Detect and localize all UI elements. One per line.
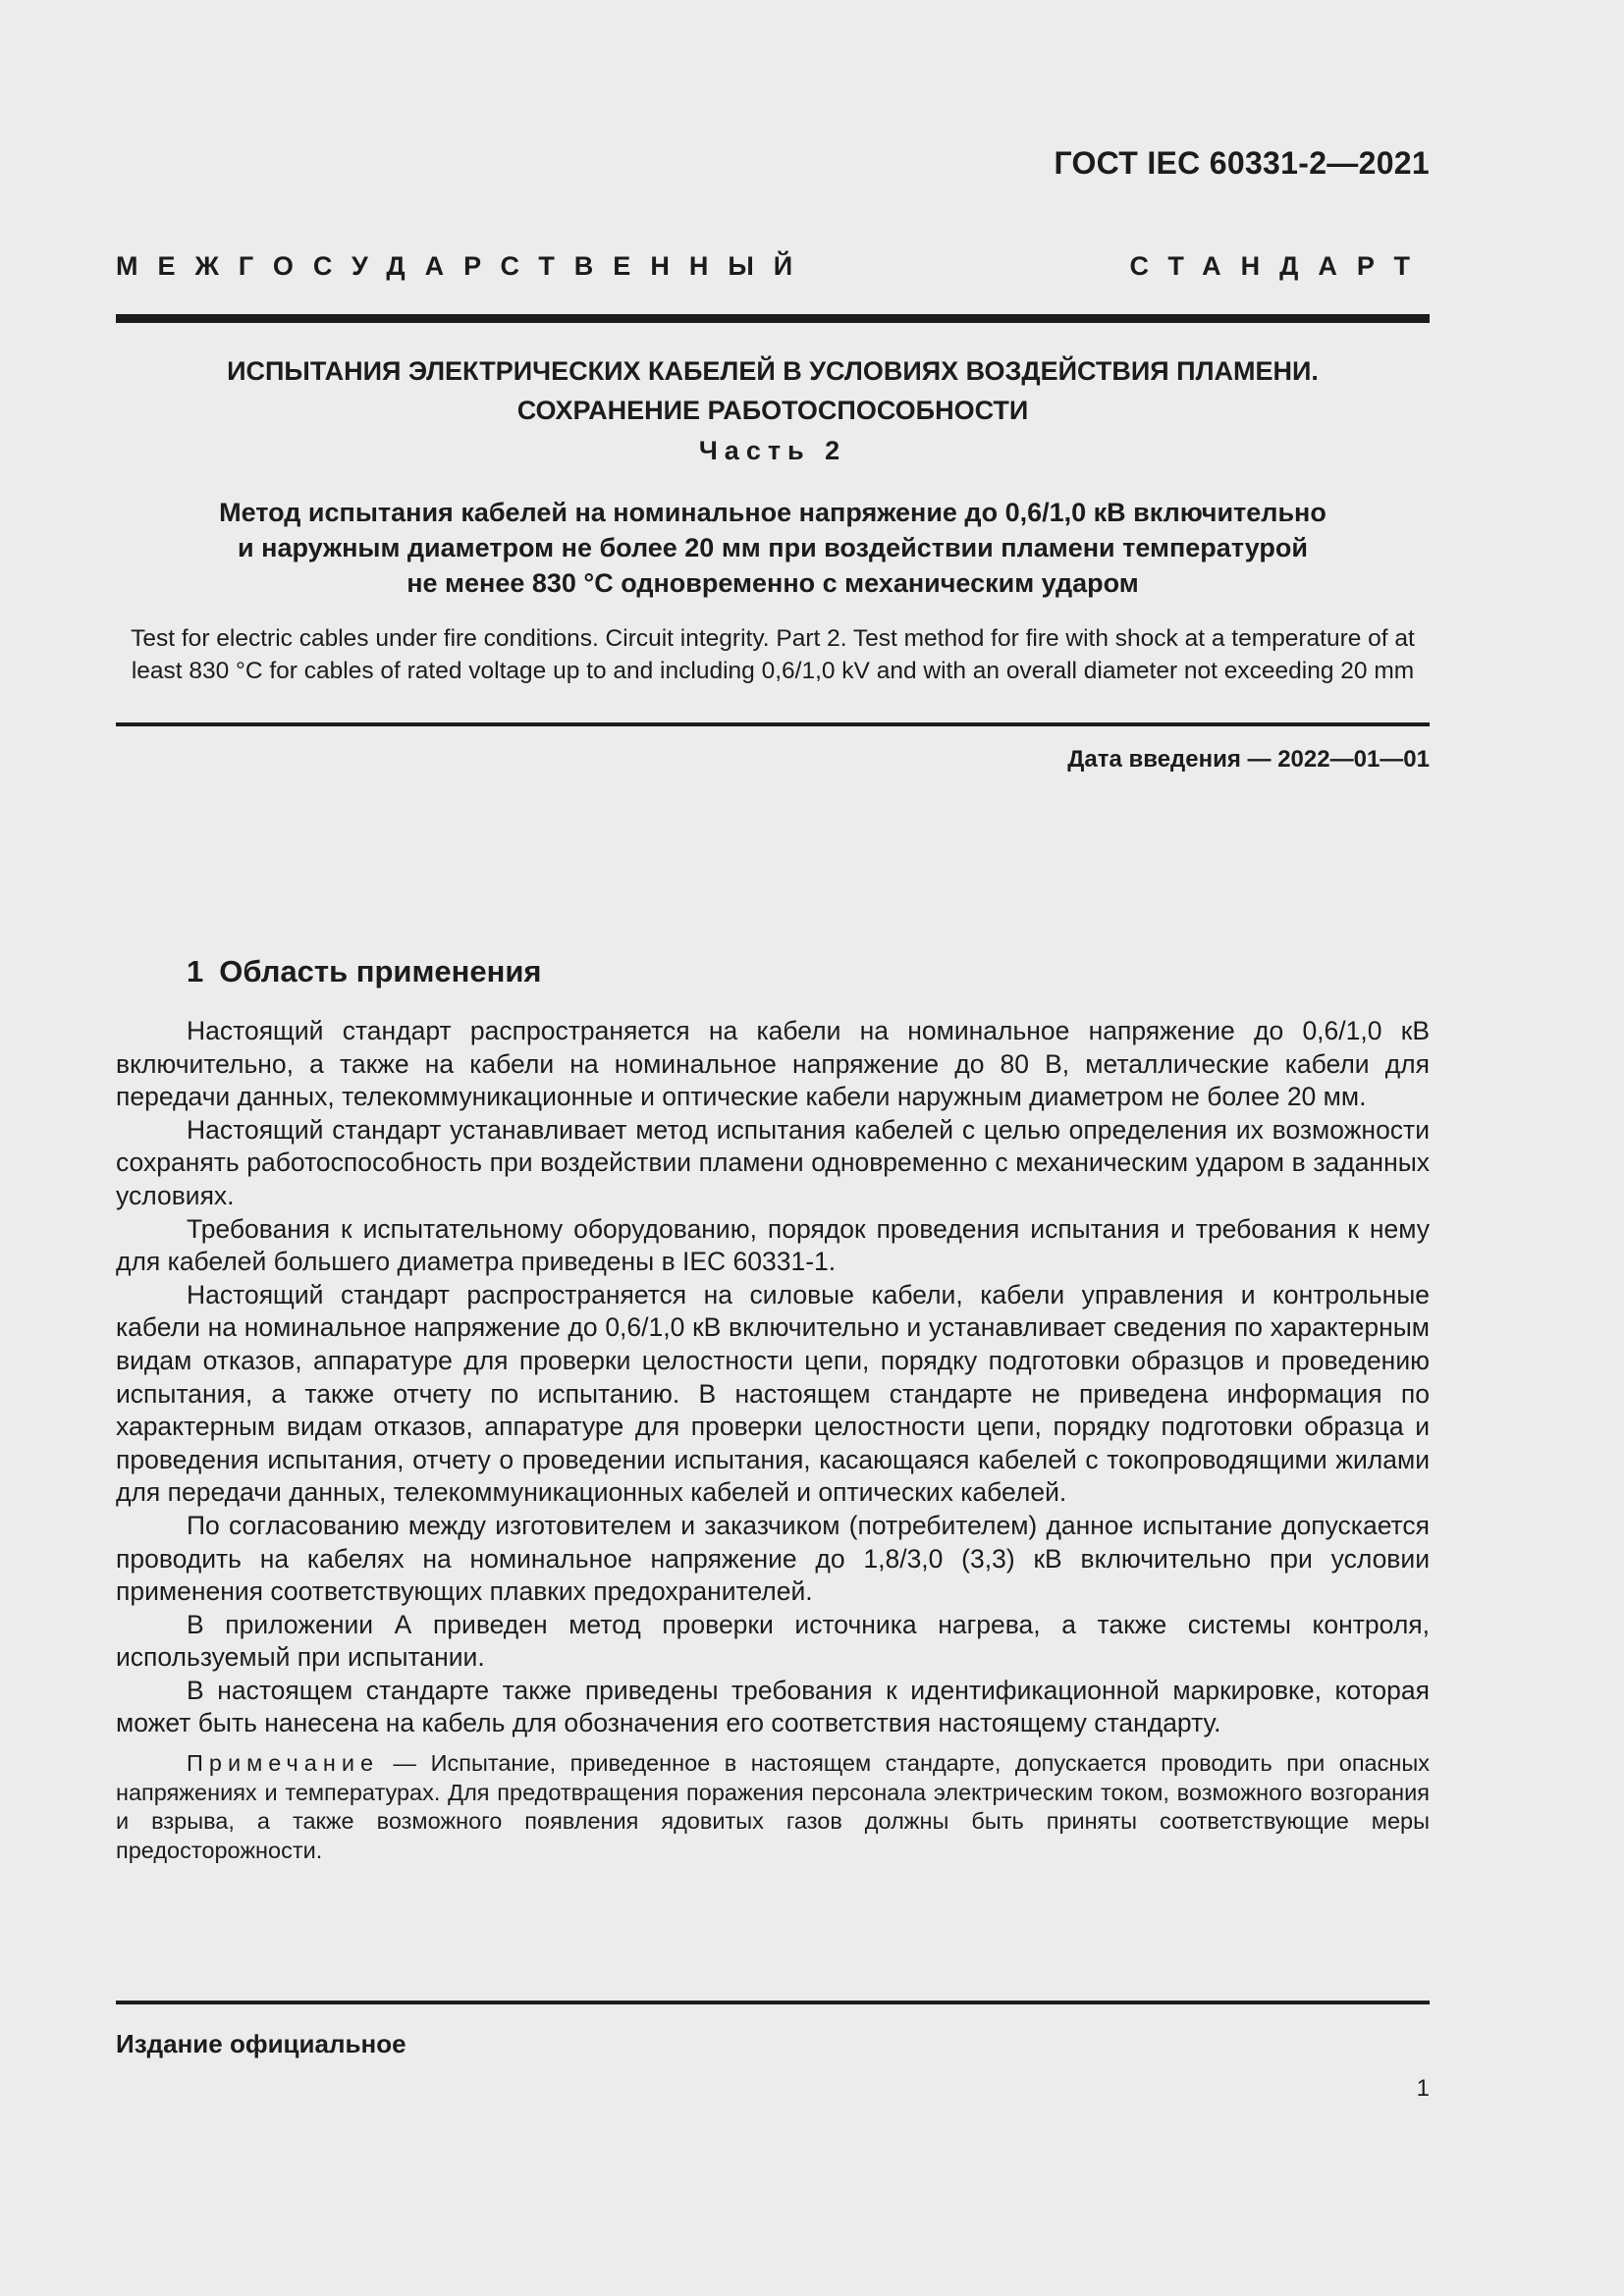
note — [116, 1749, 1430, 1865]
subtitle-line-3: не менее 830 °С одновременно с механическим ударом — [406, 568, 1139, 598]
note-label: Примечание — [187, 1750, 380, 1776]
english-title-line-1: Test for electric cables under fire conditions. Circuit integrity. Part 2. Test method for fire with shock at a temperature of at — [131, 625, 1415, 652]
paragraph: По согласованию между изготовителем и заказчиком (потребителем) данное испытание допускается проводить на кабелях на номинальное напряжение до 1,8/3,0 (3,3) кВ включительно при условии применения соответствующих плавких предохранителей. — [116, 1510, 1430, 1607]
section-body — [116, 1015, 1430, 1740]
title-line-2: СОХРАНЕНИЕ РАБОТОСПОСОБНОСТИ — [516, 396, 1029, 425]
header-divider — [116, 314, 1430, 323]
title-line-1: ИСПЫТАНИЯ ЭЛЕКТРИЧЕСКИХ КАБЕЛЕЙ В УСЛОВИЯХ ВОЗДЕЙСТВИЯ ПЛАМЕНИ. — [227, 356, 1319, 386]
edition-label: Издание официальное — [116, 2029, 406, 2058]
document-subtitle — [116, 495, 1430, 601]
title-divider — [116, 722, 1430, 726]
document-title — [116, 351, 1430, 470]
english-title — [116, 622, 1430, 687]
paragraph: Настоящий стандарт распространяется на силовые кабели, кабели управления и контрольные кабели на номинальное напряжение до 0,6/1,0 кВ включительно и устанавливает сведения по характерным видам отказов, аппаратуре для проверки целостности цепи, порядку подготовки образцов и проведению испытания, а также отчету по испытанию. В настоящем стандарте не приведена информация по характерным видам отказов, аппаратуре для проверки целостности цепи, порядку подготовки образца и проведения испытания, отчету о проведении испытания, касающаяся кабелей с токопроводящими жилами для передачи данных, телекоммуникационных кабелей и оптических кабелей. — [116, 1279, 1430, 1508]
document-number: ГОСТ IEC 60331-2—2021 — [1054, 145, 1430, 181]
subtitle-line-1: Метод испытания кабелей на номинальное напряжение до 0,6/1,0 кВ включительно — [219, 498, 1326, 527]
introduction-date: Дата введения — 2022—01—01 — [1067, 746, 1430, 773]
note-text: — Испытание, приведенное в настоящем стандарте, допускается проводить при опасных напряжениях и температурах. Для предотвращения поражения персонала электрическим током, возможного возгорания и взрыва, а также возможного появления ядовитых газов должны быть приняты соответствующие меры предосторожности. — [116, 1750, 1430, 1863]
english-title-line-2: least 830 °C for cables of rated voltage up to and including 0,6/1,0 kV and with an overall diameter not exceeding 20 mm — [131, 658, 1415, 684]
paragraph: В приложении А приведен метод проверки источника нагрева, а также системы контроля, используемый при испытании. — [116, 1609, 1430, 1673]
section-heading — [187, 954, 542, 989]
title-part: Часть 2 — [698, 436, 847, 465]
paragraph: Требования к испытательному оборудованию, порядок проведения испытания и требования к нему для кабелей большего диаметра приведены в IEC 60331-1. — [116, 1213, 1430, 1277]
paragraph: Настоящий стандарт распространяется на кабели на номинальное напряжение до 0,6/1,0 кВ включительно, а также на кабели на номинальное напряжение до 80 В, металлические кабели для передачи данных, телекоммуникационные и оптические кабели наружным диаметром не более 20 мм. — [116, 1016, 1430, 1112]
page-number: 1 — [1416, 2075, 1430, 2102]
subtitle-line-2: и наружным диаметром не более 20 мм при воздействии пламени температурой — [238, 533, 1308, 562]
section-number: 1 — [187, 954, 204, 988]
paragraph: В настоящем стандарте также приведены требования к идентификационной маркировке, которая может быть нанесена на кабель для обозначения его соответствия настоящему стандарту. — [116, 1675, 1430, 1738]
section-title: Область применения — [219, 954, 542, 988]
footer-divider — [116, 2001, 1430, 2004]
paragraph: Настоящий стандарт устанавливает метод испытания кабелей с целью определения их возможности сохранять работоспособность при воздействии пламени одновременно с механическим ударом в заданных условиях. — [116, 1114, 1430, 1210]
interstate-standard-label: МЕЖГОСУДАРСТВЕННЫЙ СТАНДАРТ — [116, 251, 1430, 281]
